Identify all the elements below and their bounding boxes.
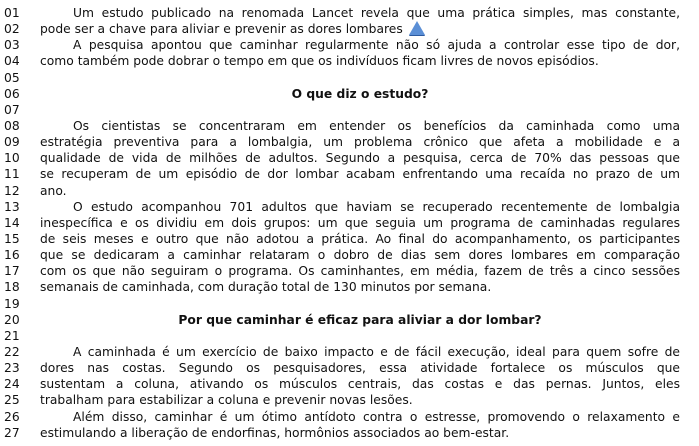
text-line [0,360,699,376]
line-content: pode ser a chave para aliviar e prevenir as dores lombares [40,22,403,37]
text-line [0,53,699,69]
section-heading-line [0,86,699,102]
line-text [40,134,680,150]
line-content: ano. [40,183,67,198]
line-number: 14 [4,215,20,230]
text-line [0,247,699,263]
line-content: O que diz o estudo? [291,86,429,101]
line-text [40,392,680,408]
text-line [0,215,699,231]
line-text [40,425,680,441]
text-line [0,199,699,215]
line-content: que se dedicaram a caminhar relataram o dobro de dias sem dores lombares em comparação [40,248,680,263]
line-number: 25 [4,393,20,408]
text-line [0,344,699,360]
line-content: A pesquisa apontou que caminhar regularmente não só ajuda a controlar esse tipo de dor, [73,38,680,53]
line-text [40,376,680,392]
line-content: Os cientistas se concentraram em entender os benefícios da caminhada como uma [73,118,680,133]
text-line [0,376,699,392]
line-text [40,53,680,69]
text-line [0,166,699,182]
line-content: Além disso, caminhar é um ótimo antídoto contra o estresse, promovendo o relaxamento e [73,409,680,424]
section-heading-line [0,312,699,328]
line-number: 24 [4,377,20,392]
line-number: 15 [4,231,20,246]
line-content: com os que não seguiram o programa. Os caminhantes, em média, fazem de três a cinco sessões [40,264,680,279]
line-text [40,360,680,376]
line-content: Por que caminhar é eficaz para aliviar a dor lombar? [178,312,542,327]
line-text [40,199,680,215]
line-text [40,21,680,37]
text-line [0,409,699,425]
line-number: 16 [4,248,20,263]
line-number: 03 [4,38,20,53]
line-number: 08 [4,118,20,133]
line-text [40,5,680,21]
line-content: sustentam a coluna, ativando os músculos centrais, das costas e das pernas. Juntos, eles [40,377,680,392]
line-content: dores nas costas. Segundo os pesquisadores, essa atividade fortalece os músculos que [40,361,680,376]
line-text [40,231,680,247]
line-number: 21 [4,328,20,343]
line-text [40,118,680,134]
text-line [0,392,699,408]
line-number: 13 [4,199,20,214]
line-number: 12 [4,183,20,198]
text-line [0,296,699,312]
line-text [40,344,680,360]
line-content: O estudo acompanhou 701 adultos que haviam se recuperado recentemente de lombalgia [73,199,680,214]
line-content: trabalham para estabilizar a coluna e prevenir novas lesões. [40,393,413,408]
text-line [0,231,699,247]
text-line [0,279,699,295]
text-line [0,263,699,279]
text-line [0,328,699,344]
line-content: se recuperam de um episódio de dor lombar acabam enfrentando uma recaída no prazo de um [40,167,680,182]
line-text [40,215,680,231]
text-line [0,150,699,166]
triangle-icon [409,21,425,35]
line-number: 04 [4,54,20,69]
line-number: 19 [4,296,20,311]
text-line [0,118,699,134]
line-content: A caminhada é um exercício de baixo impacto e de fácil execução, ideal para quem sofre de [73,344,680,359]
line-number: 17 [4,264,20,279]
line-text [40,263,680,279]
line-text [40,247,680,263]
text-line [0,37,699,53]
line-content: semanais de caminhada, com duração total de 130 minutos por semana. [40,280,492,295]
line-number: 09 [4,135,20,150]
text-line [0,70,699,86]
line-number: 27 [4,425,20,440]
line-text [40,409,680,425]
line-number: 10 [4,151,20,166]
line-number: 07 [4,102,20,117]
line-number: 20 [4,312,20,327]
line-number: 26 [4,409,20,424]
line-content: inespecífica e os dividiu em dois grupos: um que seguia um programa de caminhadas regulares [40,215,680,230]
text-line [0,102,699,118]
line-number: 22 [4,344,20,359]
line-number: 05 [4,70,20,85]
line-text [40,279,680,295]
line-content: qualidade de vida de milhões de adultos. Segundo a pesquisa, cerca de 70% das pessoas que [40,151,680,166]
line-text [40,37,680,53]
line-number: 18 [4,280,20,295]
line-content: Um estudo publicado na renomada Lancet revela que uma prática simples, mas constante, [73,6,680,20]
text-line [0,425,699,441]
text-line [0,134,699,150]
line-number: 11 [4,167,20,182]
text-line [0,5,699,21]
line-content: de seis meses e outro que não adotou a prática. Ao final do acompanhamento, os participantes [40,231,680,246]
line-content: estimulando a liberação de endorfinas, hormônios associados ao bem-estar. [40,425,510,440]
line-number: 23 [4,361,20,376]
line-content: estratégia preventiva para a lombalgia, um problema crônico que afeta a mobilidade e a [40,135,680,150]
line-number: 02 [4,22,20,37]
line-content: como também pode dobrar o tempo em que os indivíduos ficam livres de novos episódios. [40,54,599,69]
line-text [40,150,680,166]
section-heading [40,86,680,102]
line-text [40,166,680,182]
document-body [0,5,699,441]
section-heading [40,312,680,328]
text-line [0,21,699,37]
line-text [40,183,680,199]
line-number: 01 [4,6,20,20]
text-line [0,183,699,199]
line-number: 06 [4,86,20,101]
